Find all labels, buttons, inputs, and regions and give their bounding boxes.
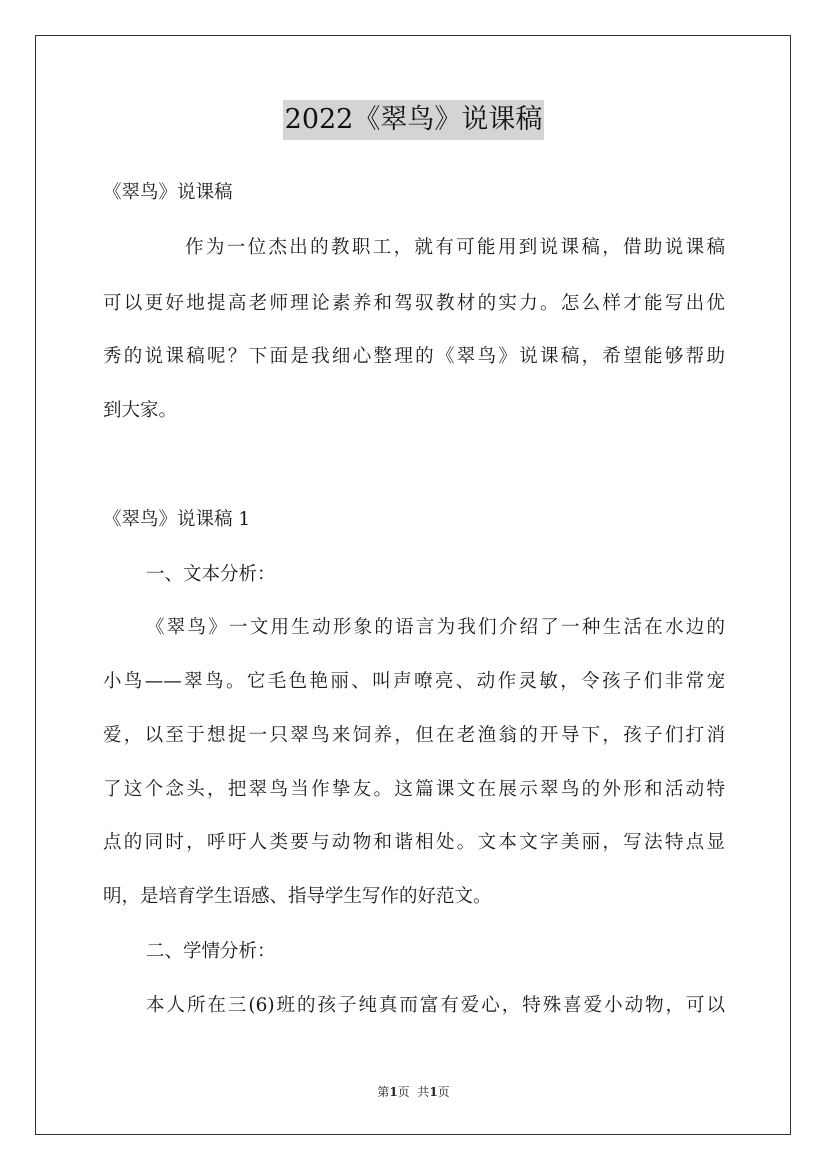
- student-line-1: 本人所在三(6)班的孩子纯真而富有爱心，特殊喜爱小动物，可以: [146, 995, 725, 1016]
- footer-prefix: 第: [377, 1085, 390, 1099]
- footer-mid: 页 共: [397, 1085, 430, 1099]
- page-footer: [0, 1084, 827, 1100]
- analysis-line-1: 《翠鸟》一文用生动形象的语言为我们介绍了一种生活在水边的: [146, 617, 725, 638]
- intro-line-3: 秀的说课稿呢？下面是我细心整理的《翠鸟》说课稿，希望能够帮助: [103, 346, 725, 367]
- analysis-line-3: 爱，以至于想捉一只翠鸟来饲养，但在老渔翁的开导下，孩子们打消: [103, 725, 725, 746]
- footer-suffix: 页: [437, 1085, 450, 1099]
- document-subtitle: 《翠鸟》说课稿: [103, 182, 233, 203]
- intro-line-1: 作为一位杰出的教职工，就有可能用到说课稿，借助说课稿: [185, 237, 725, 258]
- document-title: 2022《翠鸟》说课稿: [283, 100, 545, 140]
- footer-page-number: 1: [389, 1085, 398, 1099]
- intro-line-4: 到大家。: [103, 400, 178, 421]
- section-title: 《翠鸟》说课稿 1: [103, 509, 251, 530]
- heading-text-analysis: 一、文本分析：: [146, 564, 276, 585]
- heading-student-analysis: 二、学情分析：: [146, 941, 276, 962]
- analysis-line-5: 点的同时，呼吁人类要与动物和谐相处。文本文字美丽，写法特点显: [103, 832, 725, 853]
- footer-total-pages: 1: [429, 1085, 438, 1099]
- intro-line-2: 可以更好地提高老师理论素养和驾驭教材的实力。怎么样才能写出优: [103, 293, 725, 314]
- analysis-line-2: 小鸟——翠鸟。它毛色艳丽、叫声嘹亮、动作灵敏，令孩子们非常宠: [103, 671, 725, 692]
- analysis-line-4: 了这个念头，把翠鸟当作挚友。这篇课文在展示翠鸟的外形和活动特: [103, 779, 725, 800]
- analysis-line-6: 明，是培育学生语感、指导学生写作的好范文。: [103, 886, 492, 907]
- title-container: [0, 100, 827, 140]
